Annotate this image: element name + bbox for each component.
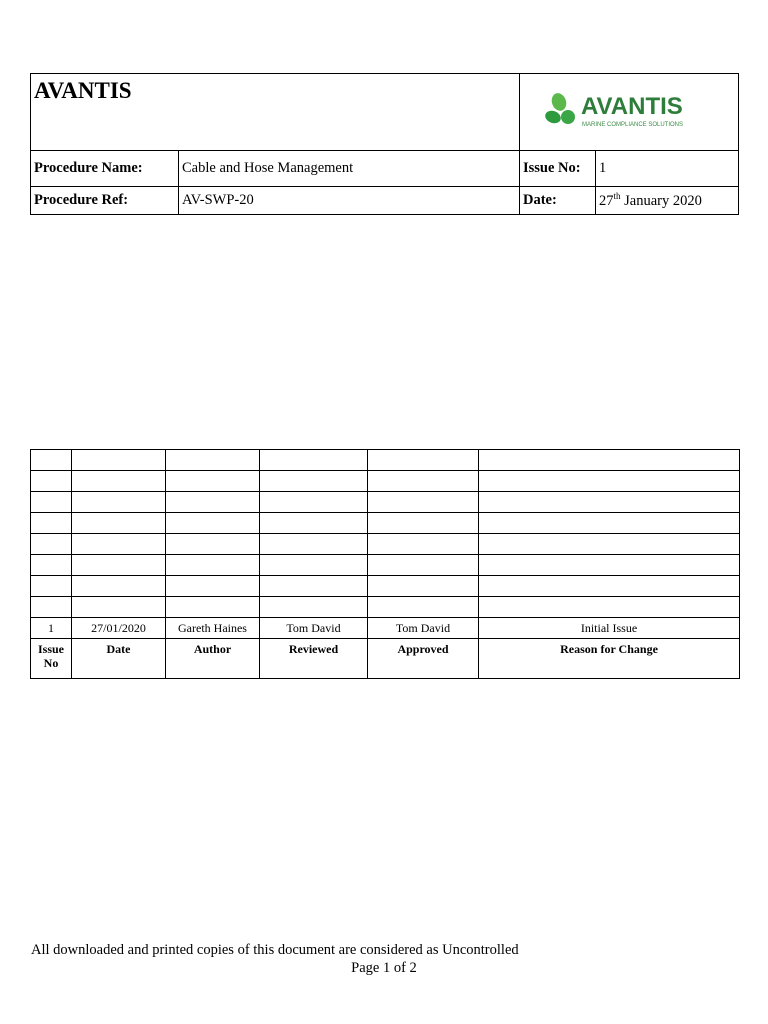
procedure-ref-value: AV-SWP-20	[179, 187, 520, 215]
date-value	[596, 187, 739, 215]
revision-issue: 1	[31, 618, 72, 639]
date-day: 27	[599, 192, 614, 209]
logo-tagline: MARINE COMPLIANCE SOLUTIONS	[582, 121, 684, 128]
table-row	[31, 471, 740, 492]
col-header-issue: Issue No	[31, 639, 72, 679]
date-suffix: th	[613, 191, 621, 202]
table-row	[31, 597, 740, 618]
revision-history-table	[30, 449, 740, 679]
table-row	[31, 555, 740, 576]
logo-wordmark: AVANTIS	[581, 92, 683, 120]
revision-row-1	[31, 618, 740, 639]
col-header-reviewed: Reviewed	[260, 639, 368, 679]
procedure-name-value: Cable and Hose Management	[179, 151, 520, 187]
company-title: AVANTIS	[31, 74, 520, 151]
table-row	[31, 450, 740, 471]
col-header-author: Author	[166, 639, 260, 679]
avantis-logo-icon	[544, 85, 714, 135]
table-row	[31, 492, 740, 513]
issue-no-value: 1	[596, 151, 739, 187]
revision-date: 27/01/2020	[72, 618, 166, 639]
procedure-ref-label: Procedure Ref:	[31, 187, 179, 215]
revision-author: Gareth Haines	[166, 618, 260, 639]
document-header-table	[30, 73, 739, 215]
revision-header-row	[31, 639, 740, 679]
revision-reason: Initial Issue	[479, 618, 740, 639]
company-logo	[520, 74, 739, 151]
table-row	[31, 534, 740, 555]
date-label: Date:	[520, 187, 596, 215]
issue-no-label: Issue No:	[520, 151, 596, 187]
procedure-name-label: Procedure Name:	[31, 151, 179, 187]
table-row	[31, 513, 740, 534]
page-number: Page 1 of 2	[351, 960, 417, 976]
revision-approved: Tom David	[368, 618, 479, 639]
col-header-reason: Reason for Change	[479, 639, 740, 679]
revision-reviewed: Tom David	[260, 618, 368, 639]
col-header-date: Date	[72, 639, 166, 679]
date-rest: January 2020	[620, 192, 702, 209]
table-row	[31, 576, 740, 597]
uncontrolled-notice: All downloaded and printed copies of this document are considered as Uncontrolled	[31, 942, 519, 958]
col-header-approved: Approved	[368, 639, 479, 679]
